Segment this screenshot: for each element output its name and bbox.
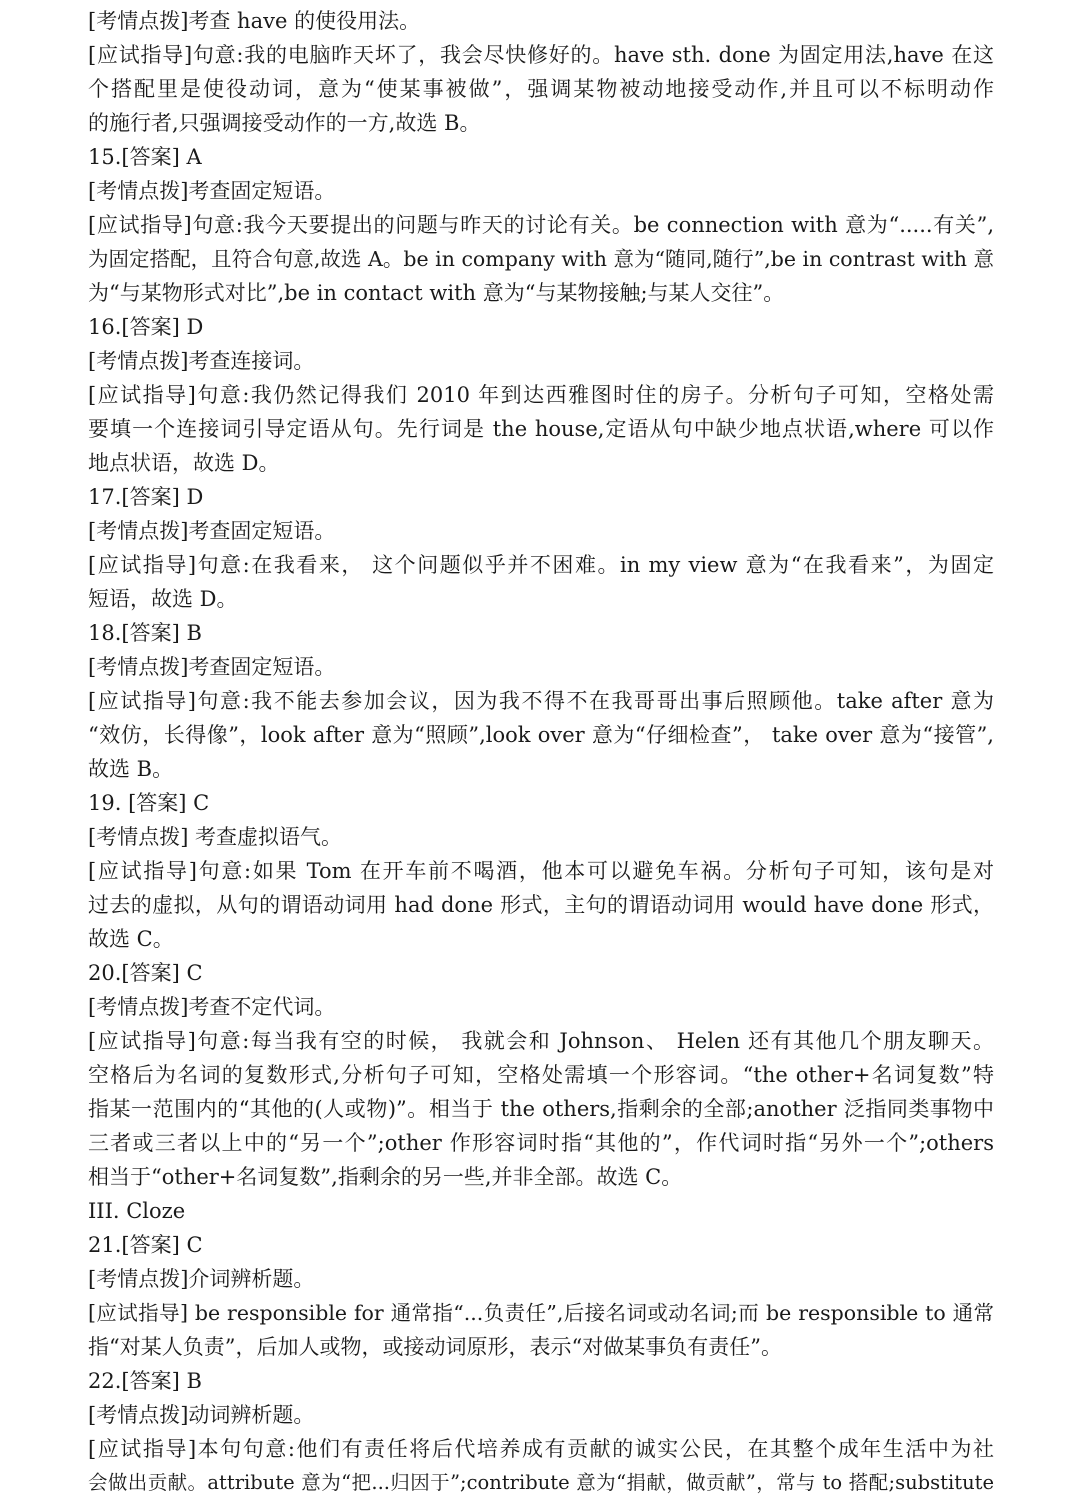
text-line: 个搭配里是使役动词，意为“使某事被做”，强调某物被动地接受动作,并且可以不标明动作 (88, 77, 994, 101)
text-line: 为“与某物形式对比”,be in contact with 意为“与某物接触;与某人交往”。 (88, 281, 785, 305)
text-line: “效仿，长得像”，look after 意为“照顾”,look over 意为“仔细检查”， take over 意为“接管”, (88, 723, 994, 747)
text-line: 为固定搭配，且符合句意,故选 A。be in company with 意为“随同,随行”,be in contrast with 意 (88, 247, 994, 271)
text-line: 的施行者,只强调接受动作的一方,故选 B。 (88, 111, 481, 135)
text-line: 会做出贡献。attribute 意为“把...归因于”;contribute 意为“捐献，做贡献”，常与 to 搭配;substitute (88, 1471, 994, 1494)
answer-heading: 18.[答案] B (88, 621, 202, 645)
text-line: [考情点拨]考查固定短语。 (88, 655, 336, 679)
text-line: [考情点拨]考查连接词。 (88, 349, 315, 373)
text-line: [应试指导]句意:每当我有空的时候， 我就会和 Johnson、 Helen 还有其他几个朋友聊天。 (88, 1029, 994, 1053)
text-line: [考情点拨]考查固定短语。 (88, 519, 336, 543)
text-line: 指“对某人负责”，后加人或物，或接动词原形，表示“对做某事负有责任”。 (88, 1335, 782, 1359)
text-line: [应试指导]句意:我不能去参加会议，因为我不得不在我哥哥出事后照顾他。take after 意为 (88, 689, 994, 713)
answer-explanation-document (88, 4, 994, 1500)
text-line: [考情点拨]考查 have 的使役用法。 (88, 9, 421, 33)
text-line: 过去的虚拟，从句的谓语动词用 had done 形式，主句的谓语动词用 would have done 形式， (88, 893, 994, 917)
text-line: [考情点拨]介词辨析题。 (88, 1267, 315, 1291)
text-line: [考情点拨]考查不定代词。 (88, 995, 336, 1019)
text-line: [应试指导]句意:我今天要提出的问题与昨天的讨论有关。be connection with 意为“.....有关”, (88, 213, 994, 237)
text-line: 短语，故选 D。 (88, 587, 238, 611)
text-line: 故选 B。 (88, 757, 174, 781)
answer-heading: 22.[答案] B (88, 1369, 202, 1393)
text-line: [应试指导]句意:如果 Tom 在开车前不喝酒，他本可以避免车祸。分析句子可知，该句是对 (88, 859, 994, 883)
answer-heading: 15.[答案] A (88, 145, 202, 169)
text-line: [应试指导] be responsible for 通常指“...负责任”,后接名词或动名词;而 be responsible to 通常 (88, 1301, 994, 1325)
answer-heading: 16.[答案] D (88, 315, 204, 339)
answer-heading: 21.[答案] C (88, 1233, 203, 1257)
text-line: [应试指导]句意:在我看来， 这个问题似乎并不困难。in my view 意为“在我看来”，为固定 (88, 553, 994, 577)
text-line: [应试指导]本句句意:他们有责任将后代培养成有贡献的诚实公民，在其整个成年生活中为社 (88, 1437, 994, 1461)
text-line: 要填一个连接词引导定语从句。先行词是 the house,定语从句中缺少地点状语,where 可以作 (88, 417, 994, 441)
text-line: 地点状语，故选 D。 (88, 451, 280, 475)
text-line: [考情点拨]动词辨析题。 (88, 1403, 315, 1427)
answer-heading: 17.[答案] D (88, 485, 204, 509)
text-line: [应试指导]句意:我的电脑昨天坏了，我会尽快修好的。have sth. done 为固定用法,have 在这 (88, 43, 994, 67)
text-line: [应试指导]句意:我仍然记得我们 2010 年到达西雅图时住的房子。分析句子可知，空格处需 (88, 383, 994, 407)
answer-heading: 19. [答案] C (88, 791, 210, 815)
text-line: [考情点拨]考查固定短语。 (88, 179, 336, 203)
section-heading: III. Cloze (88, 1199, 186, 1223)
text-line: 故选 C。 (88, 927, 174, 951)
text-line: 空格后为名词的复数形式,分析句子可知，空格处需填一个形容词。“the other+名词复数”特 (88, 1063, 994, 1087)
text-line: 指某一范围内的“其他的(人或物)”。相当于 the others,指剩余的全部;another 泛指同类事物中 (88, 1097, 994, 1121)
answer-heading: 20.[答案] C (88, 961, 203, 985)
text-line: [考情点拨] 考查虚拟语气。 (88, 825, 343, 849)
text-line: 相当于“other+名词复数”,指剩余的另一些,并非全部。故选 C。 (88, 1165, 683, 1189)
text-line: 三者或三者以上中的“另一个”;other 作形容词时指“其他的”，作代词时指“另外一个”;others (88, 1131, 994, 1155)
